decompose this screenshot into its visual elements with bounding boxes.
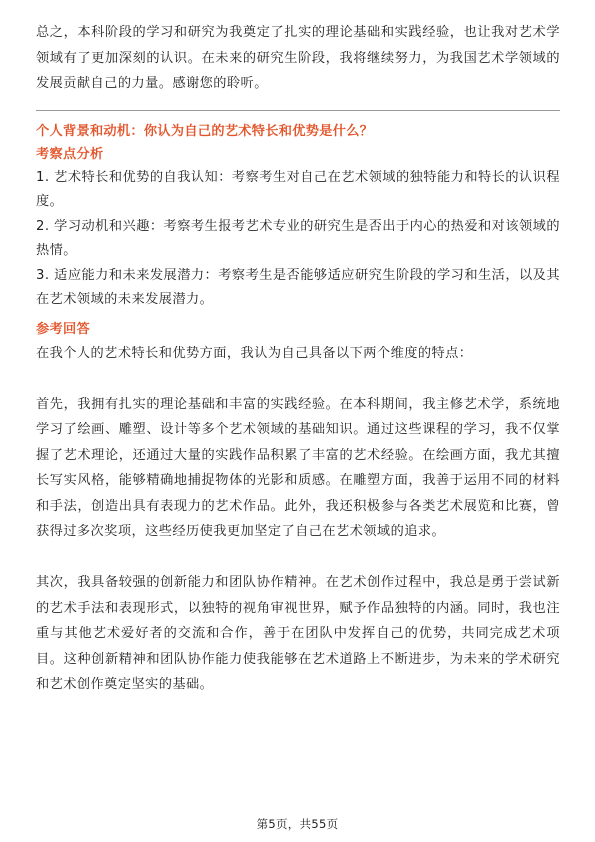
spacer [36, 366, 560, 392]
analysis-point: 1. 艺术特长和优势的自我认知：考察考生对自己在艺术领域的独特能力和特长的认识程度。 [36, 169, 560, 209]
document-page [36, 20, 560, 698]
answer-opening: 在我个人的艺术特长和优势方面，我认为自己具备以下两个维度的特点： [36, 345, 473, 361]
intro-paragraph: 总之，本科阶段的学习和研究为我奠定了扎实的理论基础和实践经验，也让我对艺术学领域有了更加深刻的认识。在未来的研究生阶段，我将继续努力，为我国艺术学领域的发展贡献自己的力量。感谢您的聆听。 [36, 25, 560, 91]
question-heading: 个人背景和动机：你认为自己的艺术特长和优势是什么？ [36, 123, 374, 139]
analysis-heading: 考察点分析 [36, 146, 104, 162]
answer-paragraph: 首先，我拥有扎实的理论基础和丰富的实践经验。在本科期间，我主修艺术学，系统地学习了绘画、雕塑、设计等多个艺术领域的基础知识。通过这些课程的学习，我不仅掌握了艺术理论，还通过大量的实践作品积累了丰富的艺术经验。在绘画方面，我尤其擅长写实风格，能够精确地捕捉物体的光影和质感。在雕塑方面，我善于运用不同的材料和手法，创造出具有表现力的艺术作品。此外，我还积极参与各类艺术展览和比赛，曾获得过多次奖项，这些经历使我更加坚定了自己在艺术领域的追求。 [36, 396, 560, 539]
answer-heading: 参考回答 [36, 321, 90, 337]
page-number-footer: 第5页，共55页 [256, 817, 339, 831]
spacer [36, 545, 560, 571]
analysis-point: 3. 适应能力和未来发展潜力：考察考生是否能够适应研究生阶段的学习和生活，以及其在艺术领域的未来发展潜力。 [36, 267, 560, 307]
answer-paragraph: 其次，我具备较强的创新能力和团队协作精神。在艺术创作过程中，我总是勇于尝试新的艺术手法和表现形式，以独特的视角审视世界，赋予作品独特的内涵。同时，我也注重与其他艺术爱好者的交流和合作，善于在团队中发挥自己的优势，共同完成艺术项目。这种创新精神和团队协作能力使我能够在艺术道路上不断进步，为未来的学术研究和艺术创作奠定坚实的基础。 [36, 575, 560, 692]
section-divider [36, 110, 560, 111]
analysis-point: 2. 学习动机和兴趣：考察考生报考艺术专业的研究生是否出于内心的热爱和对该领域的热情。 [36, 218, 560, 258]
